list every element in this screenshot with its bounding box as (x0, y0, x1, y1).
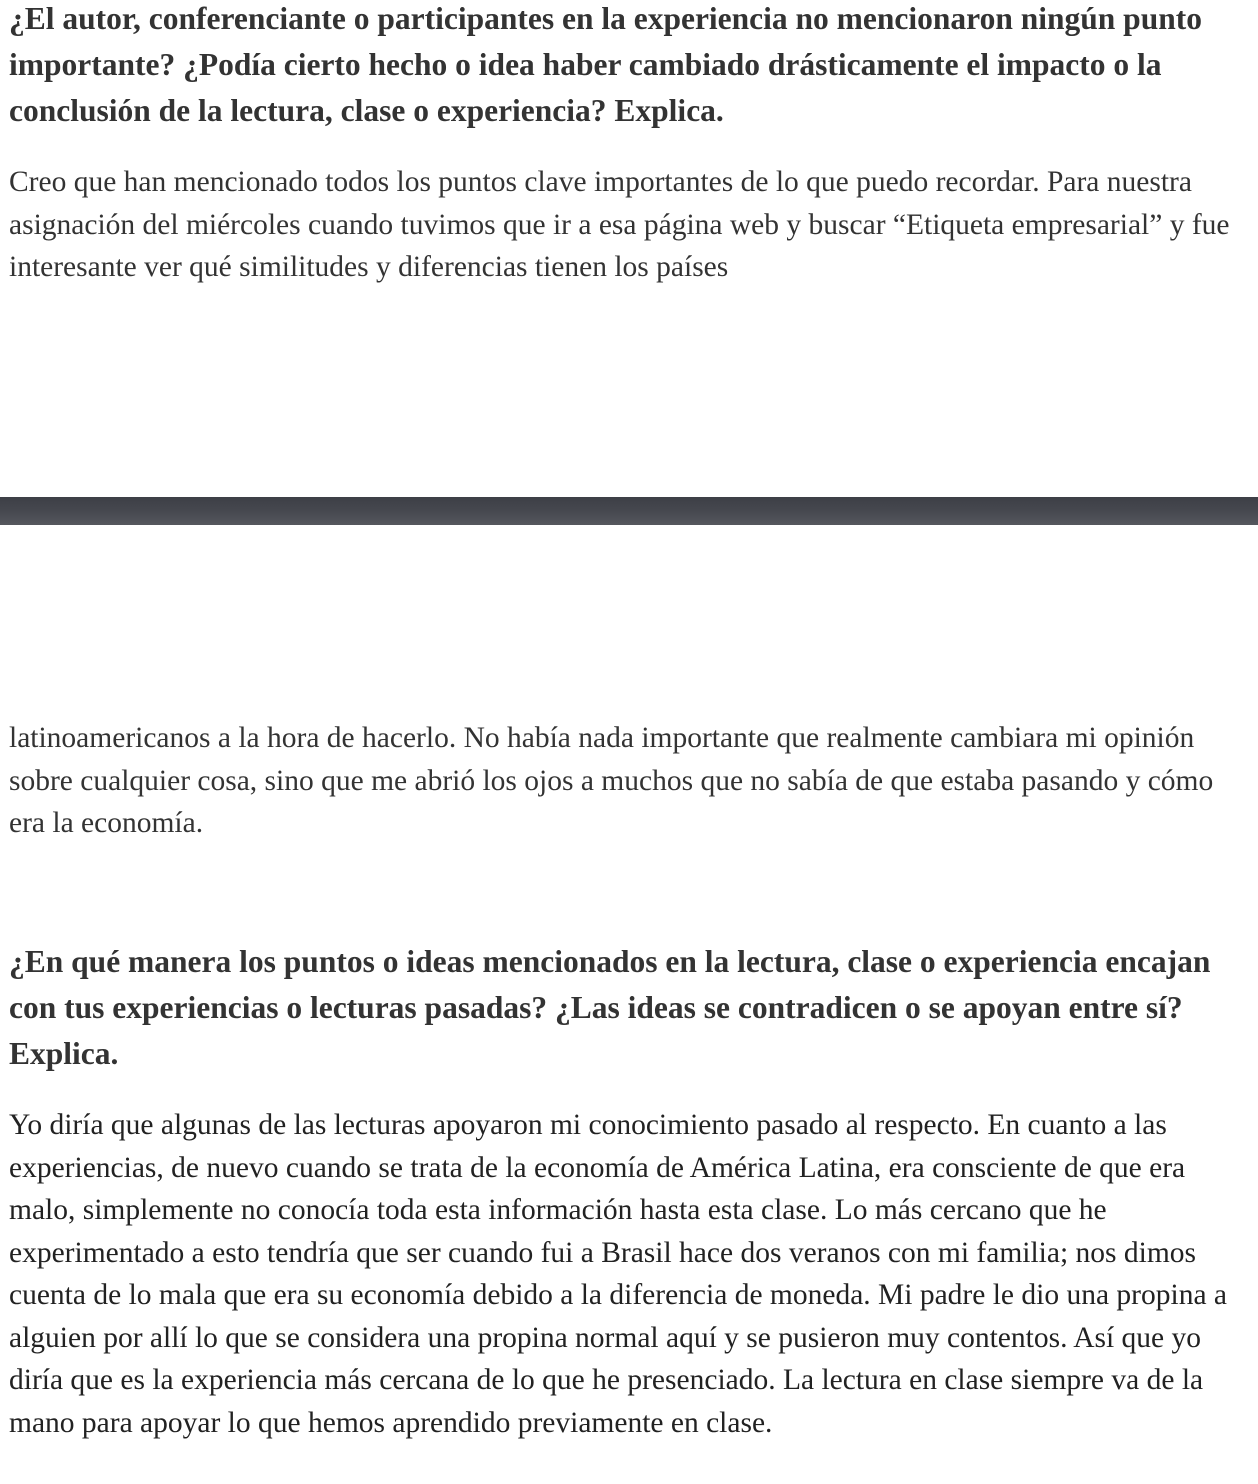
answer-paragraph-1-part-1: Creo que han mencionado todos los puntos clave importantes de lo que puedo recordar. Para nuestra asignación del miércoles cuando tuvimos que ir a esa página web y buscar “Etiqueta empresarial” y fue interesante ver qué similitudes y diferencias tienen los países (9, 166, 1230, 283)
answer-paragraph-1-part-2: latinoamericanos a la hora de hacerlo. No había nada importante que realmente cambiara mi opinión sobre cualquier cosa, sino que me abrió los ojos a muchos que no sabía de que estaba pasando y cómo era la economía. (9, 722, 1214, 839)
answer-paragraph-2: Yo diría que algunas de las lecturas apoyaron mi conocimiento pasado al respecto. En cuanto a las experiencias, de nuevo cuando se trata de la economía de América Latina, era consciente de que era malo, simplemente no conocía toda esta información hasta esta clase. Lo más cercano que he experimentado a esto tendría que ser cuando fui a Brasil hace dos veranos con mi familia; nos dimos cuenta de lo mala que era su economía debido a la diferencia de moneda. Mi padre le dio una propina a alguien por allí lo que se considera una propina normal aquí y se pusieron muy contentos. Así que yo diría que es la experiencia más cercana de lo que he presenciado. La lectura en clase siempre va de la mano para apoyar lo que hemos aprendido previamente en clase. (9, 1109, 1228, 1439)
page-break-divider (0, 497, 1258, 525)
question-heading-2: ¿En qué manera los puntos o ideas mencionados en la lectura, clase o experiencia encajan con tus experiencias o lecturas pasadas? ¿Las ideas se contradicen o se apoyan entre sí? Explica. (9, 944, 1211, 1071)
question-heading-1: ¿El autor, conferenciante o participantes en la experiencia no mencionaron ningún punto importante? ¿Podía cierto hecho o idea haber cambiado drásticamente el impacto o la conclusión de la lectura, clase o experiencia? Explica. (9, 1, 1202, 128)
